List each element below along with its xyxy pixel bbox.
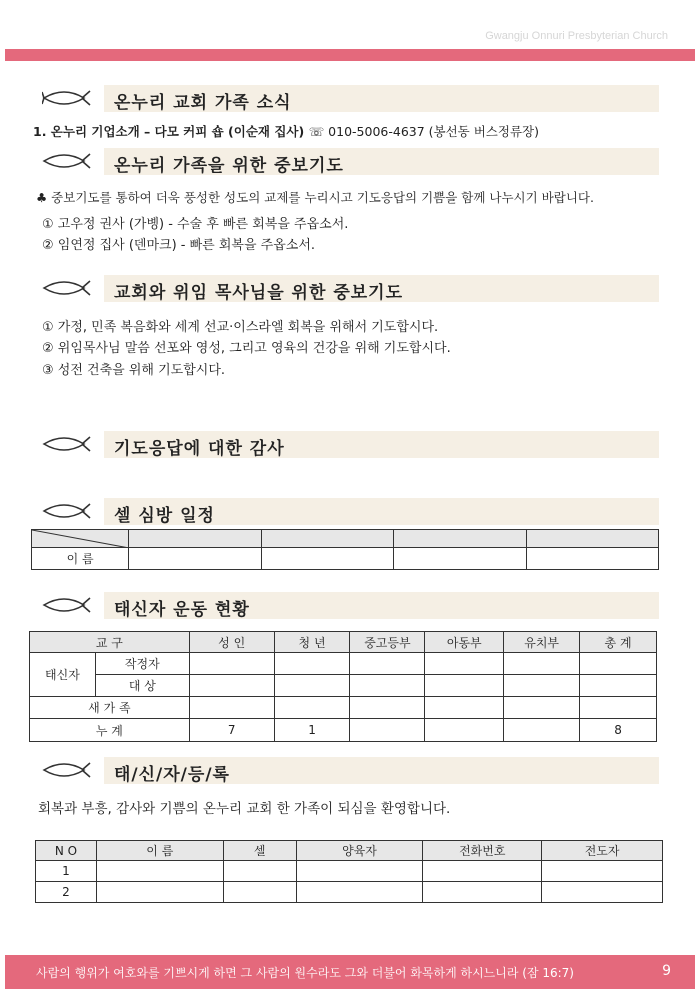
table-row xyxy=(36,861,663,882)
section-title: 셀 심방 일정 xyxy=(114,506,215,526)
col-header: N O xyxy=(36,841,97,861)
footer-bar xyxy=(5,955,695,989)
row-number: 1 xyxy=(36,861,97,882)
col-header: 유치부 xyxy=(504,632,580,653)
diagonal-header-cell xyxy=(32,530,129,548)
church-prayer-item: ① 가정, 민족 복음화와 세계 선교·이스라엘 회복을 위해서 기도합시다. xyxy=(42,320,439,335)
business-phone: ☏ 010-5006-4637 (봉선동 버스정류장) xyxy=(308,124,539,139)
col-header: 성 인 xyxy=(189,632,274,653)
total-cell xyxy=(425,719,504,742)
col-header: 셀 xyxy=(223,841,296,861)
section-thanks xyxy=(42,431,659,458)
section-title: 태/신/자/등/록 xyxy=(114,765,230,785)
fish-icon xyxy=(42,501,92,521)
section-title: 교회와 위임 목사님을 위한 중보기도 xyxy=(114,283,404,303)
total-cell: 7 xyxy=(189,719,274,742)
prayer-item: ① 고우정 권사 (가볭) - 수술 후 빠른 회복을 주옵소서. xyxy=(42,217,349,232)
fish-icon xyxy=(42,434,92,454)
section-cell-visit xyxy=(42,498,659,525)
section-family-news xyxy=(42,85,659,112)
row-group-label: 태신자 xyxy=(30,653,96,697)
header-bar xyxy=(5,49,695,61)
section-family-prayer xyxy=(42,148,659,175)
family-news-line xyxy=(33,122,539,140)
section-fetus-movement xyxy=(42,592,659,619)
welcome-message: 회복과 부흥, 감사와 기쁨의 온누리 교회 한 가족이 되심을 환영합니다. xyxy=(38,801,451,817)
prayer-intro: ♣ 중보기도를 통하여 더욱 풍성한 성도의 교제를 누리시고 기도응답의 기쁨을 함께 나누시기 바랍니다. xyxy=(36,190,594,205)
page-number: 9 xyxy=(662,963,671,979)
row-label: 누 계 xyxy=(30,719,190,742)
church-prayer-item: ② 위임목사님 말씀 선포와 영성, 그리고 영육의 건강을 위해 기도합시다. xyxy=(42,341,451,356)
fetus-movement-table xyxy=(29,631,657,742)
section-title: 기도응답에 대한 감사 xyxy=(114,439,285,459)
total-cell: 1 xyxy=(274,719,350,742)
row-number: 2 xyxy=(36,882,97,903)
row-label: 새 가 족 xyxy=(30,697,190,719)
table-row xyxy=(36,882,663,903)
church-name: Gwangju Onnuri Presbyterian Church xyxy=(485,30,668,42)
col-header: 전화번호 xyxy=(423,841,542,861)
col-header: 전도자 xyxy=(542,841,663,861)
col-header: 이 름 xyxy=(96,841,223,861)
total-cell xyxy=(350,719,425,742)
section-title: 온누리 교회 가족 소식 xyxy=(114,93,292,113)
prayer-item: ② 임연정 집사 (덴마크) - 빠른 회복을 주옵소서. xyxy=(42,238,316,253)
row-label: 작정자 xyxy=(95,653,189,675)
col-header: 양육자 xyxy=(296,841,423,861)
fish-icon xyxy=(42,278,92,298)
section-registration xyxy=(42,757,659,784)
fish-icon xyxy=(42,760,92,780)
col-header: 아동부 xyxy=(425,632,504,653)
row-label: 대 상 xyxy=(95,675,189,697)
section-title: 태신자 운동 현황 xyxy=(114,600,250,620)
cell-visit-table xyxy=(31,529,659,570)
col-header: 청 년 xyxy=(274,632,350,653)
total-cell: 8 xyxy=(580,719,657,742)
col-header: 교 구 xyxy=(30,632,190,653)
cell-visit-name-label: 이 름 xyxy=(32,548,129,570)
col-header: 총 계 xyxy=(580,632,657,653)
fish-icon xyxy=(42,88,92,108)
business-intro: 1. 온누리 기업소개 – 다모 커피 숍 (이순재 집사) xyxy=(33,124,305,139)
section-title: 온누리 가족을 위한 중보기도 xyxy=(114,156,344,176)
church-prayer-item: ③ 성전 건축을 위해 기도합시다. xyxy=(42,363,226,378)
registration-table xyxy=(35,840,663,903)
fish-icon xyxy=(42,151,92,171)
section-church-prayer xyxy=(42,275,659,302)
col-header: 중고등부 xyxy=(350,632,425,653)
fish-icon xyxy=(42,595,92,615)
total-cell xyxy=(504,719,580,742)
footer-verse: 사람의 행위가 여호와를 기쁘시게 하면 그 사람의 원수라도 그와 더불어 화목하게 하시느니라 (잠 16:7) xyxy=(36,966,574,980)
